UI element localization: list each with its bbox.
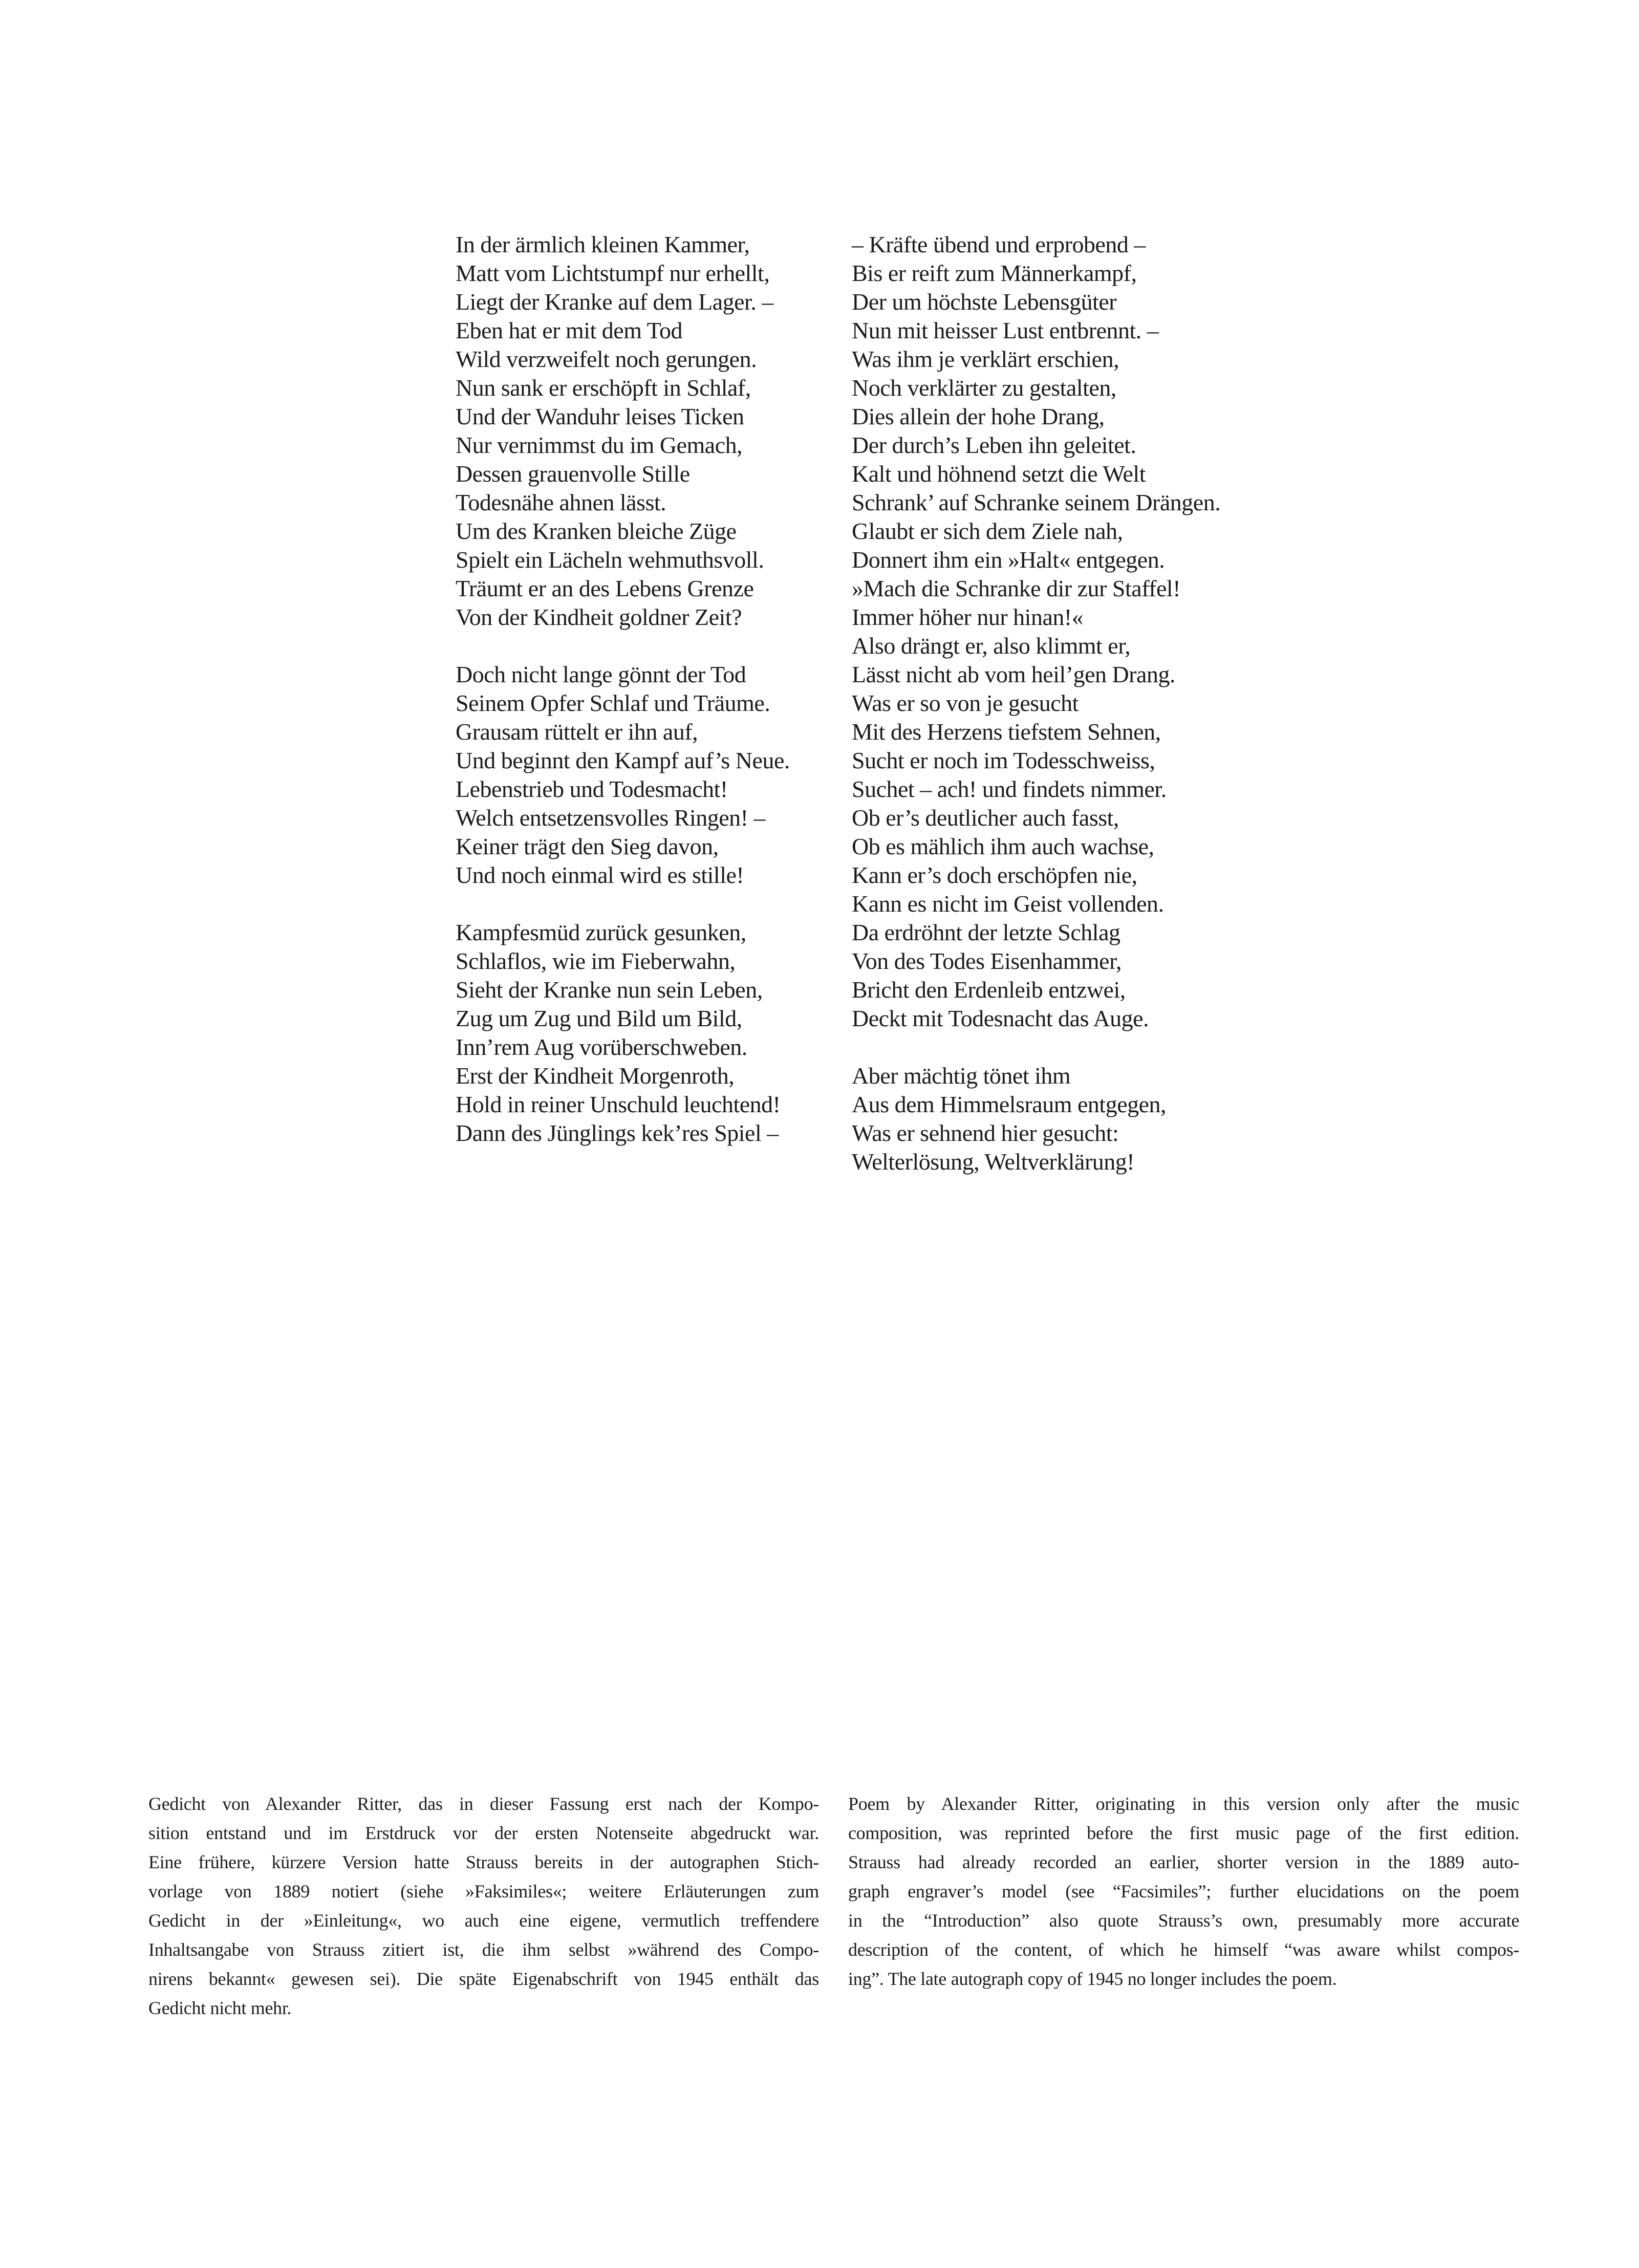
footnote-line: Gedicht nicht mehr. <box>148 1998 292 2018</box>
poem-line: Matt vom Lichtstumpf nur erhellt, <box>456 260 770 286</box>
poem-line: Wild verzweifelt noch gerungen. <box>456 346 757 372</box>
poem-line: Hold in reiner Unschuld leuchtend! <box>456 1091 781 1117</box>
poem-line: Und noch einmal wird es stille! <box>456 862 744 888</box>
poem-line: Glaubt er sich dem Ziele nah, <box>852 518 1123 544</box>
poem-line: Todesnähe ahnen lässt. <box>456 489 666 515</box>
poem-line: Seinem Opfer Schlaf und Träume. <box>456 690 770 716</box>
poem-line: Welch entsetzensvolles Ringen! – <box>456 805 765 831</box>
footnote-line: Gedicht von Alexander Ritter, das in dieser Fassung erst nach der Kompo- <box>148 1794 819 1814</box>
footnote-line: Eine frühere, kürzere Version hatte Strauss bereits in der autographen Stich- <box>148 1852 819 1872</box>
footnote-line: Poem by Alexander Ritter, originating in this version only after the music <box>848 1794 1519 1814</box>
footnote-line: description of the content, of which he himself “was aware whilst compos- <box>848 1939 1519 1960</box>
poem-line: Um des Kranken bleiche Züge <box>456 518 737 544</box>
poem-line: Ob es mählich ihm auch wachse, <box>852 833 1154 859</box>
footnote-line: in the “Introduction” also quote Strauss’s own, presumably more accurate <box>848 1910 1519 1931</box>
poem-line: Kampfesmüd zurück gesunken, <box>456 919 746 945</box>
poem-line: Liegt der Kranke auf dem Lager. – <box>456 289 773 315</box>
poem-line: Doch nicht lange gönnt der Tod <box>456 661 746 687</box>
poem-line: Dies allein der hohe Drang, <box>852 403 1105 429</box>
poem-line: Schrank’ auf Schranke seinem Drängen. <box>852 489 1221 515</box>
poem-line: Dann des Jünglings kek’res Spiel – <box>456 1120 779 1146</box>
footnote-english <box>848 1789 1519 1994</box>
poem-line: Nun sank er erschöpft in Schlaf, <box>456 375 751 401</box>
poem-line: Bricht den Erdenleib entzwei, <box>852 977 1126 1003</box>
footnote-line: Gedicht in der »Einleitung«, wo auch eine eigene, vermutlich treffendere <box>148 1910 819 1931</box>
poem-line: Noch verklärter zu gestalten, <box>852 375 1116 401</box>
poem-line: Was er so von je gesucht <box>852 690 1079 716</box>
poem-line: Ob er’s deutlicher auch fasst, <box>852 805 1119 831</box>
poem-line: Inn’rem Aug vorüberschweben. <box>456 1034 747 1060</box>
poem-line: Und der Wanduhr leises Ticken <box>456 403 744 429</box>
poem-line: Welterlösung, Weltverklärung! <box>852 1149 1135 1175</box>
poem-line: Was ihm je verklärt erschien, <box>852 346 1119 372</box>
poem-line: Nun mit heisser Lust entbrennt. – <box>852 317 1159 343</box>
poem-stanza-right-2 <box>852 1062 1220 1176</box>
footnote-line: composition, was reprinted before the first music page of the first edition. <box>848 1823 1519 1843</box>
poem-line: Da erdröhnt der letzte Schlag <box>852 919 1120 945</box>
poem-line: In der ärmlich kleinen Kammer, <box>456 231 750 257</box>
poem-stanza-left-3 <box>456 918 790 1148</box>
footnote-german <box>148 1789 819 2023</box>
footnote-line: ing”. The late autograph copy of 1945 no longer includes the poem. <box>848 1969 1337 1989</box>
poem-line: Dessen grauenvolle Stille <box>456 461 690 487</box>
footnote-line: graph engraver’s model (see “Facsimiles”; further elucidations on the poem <box>848 1881 1519 1902</box>
poem-line: – Kräfte übend und erprobend – <box>852 231 1146 257</box>
poem-line: Lässt nicht ab vom heil’gen Drang. <box>852 661 1175 687</box>
footnote-line: nirens bekannt« gewesen sei). Die späte Eigenabschrift von 1945 enthält das <box>148 1969 819 1989</box>
poem-line: Kann er’s doch erschöpfen nie, <box>852 862 1137 888</box>
poem-line: Träumt er an des Lebens Grenze <box>456 575 754 601</box>
poem-line: Und beginnt den Kampf auf’s Neue. <box>456 747 790 773</box>
poem-line: Von der Kindheit goldner Zeit? <box>456 604 742 630</box>
poem-line: Der durch’s Leben ihn geleitet. <box>852 432 1136 458</box>
poem-line: Schlaflos, wie im Fieberwahn, <box>456 948 736 974</box>
footnote-line: Inhaltsangabe von Strauss zitiert ist, die ihm selbst »während des Compo- <box>148 1939 819 1960</box>
poem-line: Keiner trägt den Sieg davon, <box>456 833 719 859</box>
poem-line: Eben hat er mit dem Tod <box>456 317 683 343</box>
poem-stanza-right-1 <box>852 230 1220 1033</box>
poem-line: Deckt mit Todesnacht das Auge. <box>852 1005 1149 1031</box>
poem-line: Erst der Kindheit Morgenroth, <box>456 1063 735 1089</box>
poem-stanza-left-1 <box>456 230 790 632</box>
poem-line: Von des Todes Eisenhammer, <box>852 948 1122 974</box>
poem-line: Kann es nicht im Geist vollenden. <box>852 891 1164 917</box>
poem-line: Sieht der Kranke nun sein Leben, <box>456 977 763 1003</box>
poem-line: Immer höher nur hinan!« <box>852 604 1084 630</box>
poem-line: Zug um Zug und Bild um Bild, <box>456 1005 742 1031</box>
poem-column-right <box>852 230 1220 1176</box>
poem-stanza-left-2 <box>456 660 790 890</box>
footnote-line: vorlage von 1889 notiert (siehe »Faksimiles«; weitere Erläuterungen zum <box>148 1881 819 1902</box>
poem-line: Nur vernimmst du im Gemach, <box>456 432 743 458</box>
poem-line: Grausam rüttelt er ihn auf, <box>456 719 698 745</box>
footnote-line: Strauss had already recorded an earlier, shorter version in the 1889 auto- <box>848 1852 1519 1872</box>
poem-line: »Mach die Schranke dir zur Staffel! <box>852 575 1181 601</box>
poem-line: Suchet – ach! und findets nimmer. <box>852 776 1167 802</box>
poem-line: Der um höchste Lebensgüter <box>852 289 1117 315</box>
poem-column-left <box>456 230 790 1148</box>
poem-line: Was er sehnend hier gesucht: <box>852 1120 1119 1146</box>
poem-line: Bis er reift zum Männerkampf, <box>852 260 1137 286</box>
poem-line: Aber mächtig tönet ihm <box>852 1063 1071 1089</box>
poem-line: Spielt ein Lächeln wehmuthsvoll. <box>456 547 764 573</box>
poem-line: Sucht er noch im Todesschweiss, <box>852 747 1155 773</box>
poem-line: Donnert ihm ein »Halt« entgegen. <box>852 547 1165 573</box>
poem-line: Lebenstrieb und Todesmacht! <box>456 776 728 802</box>
poem-line: Aus dem Himmelsraum entgegen, <box>852 1091 1167 1117</box>
footnote-line: sition entstand und im Erstdruck vor der ersten Notenseite abgedruckt war. <box>148 1823 819 1843</box>
poem-line: Also drängt er, also klimmt er, <box>852 633 1131 659</box>
poem-line: Kalt und höhnend setzt die Welt <box>852 461 1146 487</box>
poem-line: Mit des Herzens tiefstem Sehnen, <box>852 719 1161 745</box>
